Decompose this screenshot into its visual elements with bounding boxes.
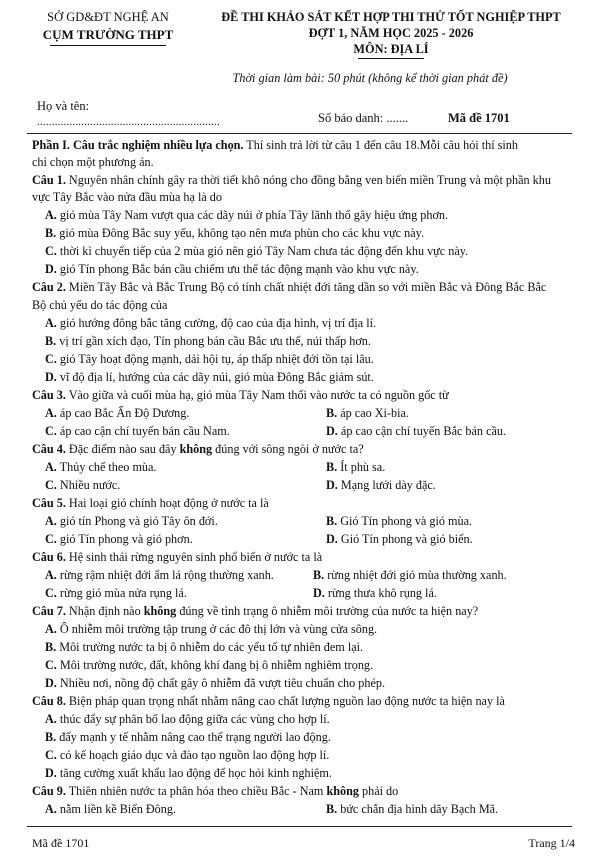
question-4-option-c: C. Nhiều nước.: [45, 478, 121, 492]
question-8-option-d: D. tăng cường xuất khẩu lao động để học hỏi kinh nghiệm.: [45, 766, 332, 780]
question-5-option-c: C. gió Tín phong và gió phơn.: [45, 532, 193, 546]
part1-instruction-2: chỉ chọn một phương án.: [32, 155, 154, 169]
question-1-stem: Câu 1. Nguyên nhân chính gây ra thời tiết khô nóng cho đồng bằng ven biển miền Trung và một phần khu: [32, 173, 551, 187]
question-2-option-c: C. gió Tây hoạt động mạnh, dải hội tụ, áp thấp nhiệt đới tồn tại lâu.: [45, 352, 374, 366]
student-id-label: Số báo danh: .......: [318, 111, 409, 125]
time-note: Thời gian làm bài: 50 phút (không kể thời gian phát đề): [232, 71, 508, 85]
header-divider: [27, 133, 572, 134]
question-4-option-d: D. Mạng lưới dày đặc.: [326, 478, 436, 492]
exam-title: ĐỀ THI KHẢO SÁT KẾT HỢP THI THỬ TỐT NGHIỆP THPT: [221, 10, 561, 24]
exam-code-label: Mã đề 1701: [448, 111, 510, 125]
org-name: SỞ GD&ĐT NGHỆ AN: [47, 10, 169, 24]
footer-divider: [27, 826, 572, 827]
name-label: Họ và tên:: [37, 99, 90, 113]
question-5-option-a: A. gió tín Phong và gió Tây ôn đới.: [45, 514, 218, 528]
question-1-option-d: D. gió Tín phong Bắc bán cầu chiếm ưu thế tác động mạnh vào khu vực này.: [45, 262, 419, 276]
question-6-option-d: D. rừng thưa khô rụng lá.: [313, 586, 437, 600]
footer-page-number: Trang 1/4: [528, 836, 575, 850]
question-2-stem-2: Bộ chủ yếu do tác động của: [32, 298, 168, 312]
school-name: CỤM TRƯỜNG THPT: [42, 27, 174, 42]
subject-underline: [358, 58, 424, 59]
question-1-option-a: A. gió mùa Tây Nam vượt qua các dãy núi ở phía Tây lãnh thổ gây hiệu ứng phơn.: [45, 208, 449, 222]
question-7-option-d: D. Nhiều nơi, nồng độ chất gây ô nhiễm đã vượt tiêu chuẩn cho phép.: [45, 676, 386, 690]
question-8-stem: Câu 8. Biện pháp quan trọng nhất nhằm nâng cao chất lượng nguồn lao động nước ta hiện nay là: [32, 694, 505, 708]
question-2-option-a: A. gió hướng đông bắc tăng cường, độ cao của địa hình, vị trí địa lí.: [45, 316, 377, 330]
name-dots: ..............................................................: [37, 116, 220, 128]
question-1-option-c: C. thời kì chuyển tiếp của 2 mùa gió nên gió Tây Nam chưa tác động đến khu vực này.: [45, 244, 469, 258]
question-7-option-c: C. Môi trường nước, đất, không khí đang bị ô nhiễm nghiêm trọng.: [45, 658, 374, 672]
question-3-option-a: A. áp cao Bắc Ấn Độ Dương.: [45, 406, 190, 420]
question-8-option-a: A. thúc đẩy sự phân bố lao động giữa các vùng cho hợp lí.: [45, 712, 330, 726]
question-7-option-b: B. Môi trường nước ta bị ô nhiễm do các yếu tố tự nhiên đem lại.: [45, 640, 364, 654]
footer-exam-code: Mã đề 1701: [32, 836, 90, 850]
question-6-option-a: A. rừng rậm nhiệt đới ẩm lá rộng thường xanh.: [45, 568, 274, 582]
part1-title: Phần I. Câu trắc nghiệm nhiều lựa chọn.: [32, 138, 244, 152]
question-5-option-b: B. Gió Tín phong và gió mùa.: [326, 514, 473, 528]
question-4-stem: Câu 4. Đặc điểm nào sau đây không đúng với sông ngòi ở nước ta?: [32, 442, 364, 456]
question-3-stem: Câu 3. Vào giữa và cuối mùa hạ, gió mùa Tây Nam thổi vào nước ta có nguồn gốc từ: [32, 388, 449, 402]
exam-round: ĐỢT 1, NĂM HỌC 2025 - 2026: [308, 26, 474, 40]
question-2-option-d: D. vĩ độ địa lí, hướng của các dãy núi, gió mùa Đông Bắc giảm sút.: [45, 370, 374, 384]
question-7-stem: Câu 7. Nhận định nào không đúng về tình trạng ô nhiễm môi trường của nước ta hiện nay?: [32, 604, 479, 618]
question-9-option-b: B. bức chắn địa hình dãy Bạch Mã.: [326, 802, 499, 816]
question-8-option-b: B. đẩy mạnh y tế nhằm nâng cao thể trạng người lao động.: [45, 730, 331, 744]
question-5-stem: Câu 5. Hai loại gió chính hoạt động ở nước ta là: [32, 496, 269, 510]
exam-subject: MÔN: ĐỊA LÍ: [353, 42, 429, 56]
question-3-option-b: B. áp cao Xi-bia.: [326, 406, 409, 420]
question-5-option-d: D. Gió Tín phong và gió biển.: [326, 532, 473, 546]
question-9-stem: Câu 9. Thiên nhiên nước ta phân hóa theo chiều Bắc - Nam không phải do: [32, 784, 399, 798]
question-2-option-b: B. vị trí gần xích đạo, Tín phong bán cầu Bắc ưu thế, núi thấp hơn.: [45, 334, 371, 348]
question-6-stem: Câu 6. Hệ sinh thái rừng nguyên sinh phổ biến ở nước ta là: [32, 550, 323, 564]
question-3-option-c: C. áp cao cận chí tuyến bán cầu Nam.: [45, 424, 230, 438]
question-4-option-a: A. Thủy chế theo mùa.: [45, 460, 157, 474]
question-2-stem: Câu 2. Miền Tây Bắc và Bắc Trung Bộ có tính chất nhiệt đới tăng dần so với miền Bắc và Đông Bắc Bắc: [32, 280, 547, 294]
question-9-option-a: A. nằm liền kề Biển Đông.: [45, 802, 177, 816]
question-8-option-c: C. có kế hoạch giáo dục và đào tạo nguồn lao động hợp lí.: [45, 748, 330, 762]
question-6-option-c: C. rừng gió mùa nửa rụng lá.: [45, 586, 187, 600]
question-4-option-b: B. Ít phù sa.: [326, 460, 386, 474]
part1-instruction: Phần I. Câu trắc nghiệm nhiều lựa chọn. Thí sinh trả lời từ câu 1 đến câu 18.Mỗi câu hỏi thí sinh: [32, 138, 518, 152]
question-1-option-b: B. gió mùa Đông Bắc suy yếu, không tạo nên mưa phùn cho các khu vực này.: [45, 226, 424, 240]
question-1-stem-2: vực Tây Bắc vào nửa đầu mùa hạ là do: [32, 190, 222, 204]
question-3-option-d: D. áp cao cận chí tuyến Bắc bán cầu.: [326, 424, 507, 438]
question-6-option-b: B. rừng nhiệt đới gió mùa thường xanh.: [313, 568, 507, 582]
question-7-option-a: A. Ô nhiễm môi trường tập trung ở các đô thị lớn và vùng cửa sông.: [45, 622, 378, 636]
school-underline: [50, 45, 166, 46]
